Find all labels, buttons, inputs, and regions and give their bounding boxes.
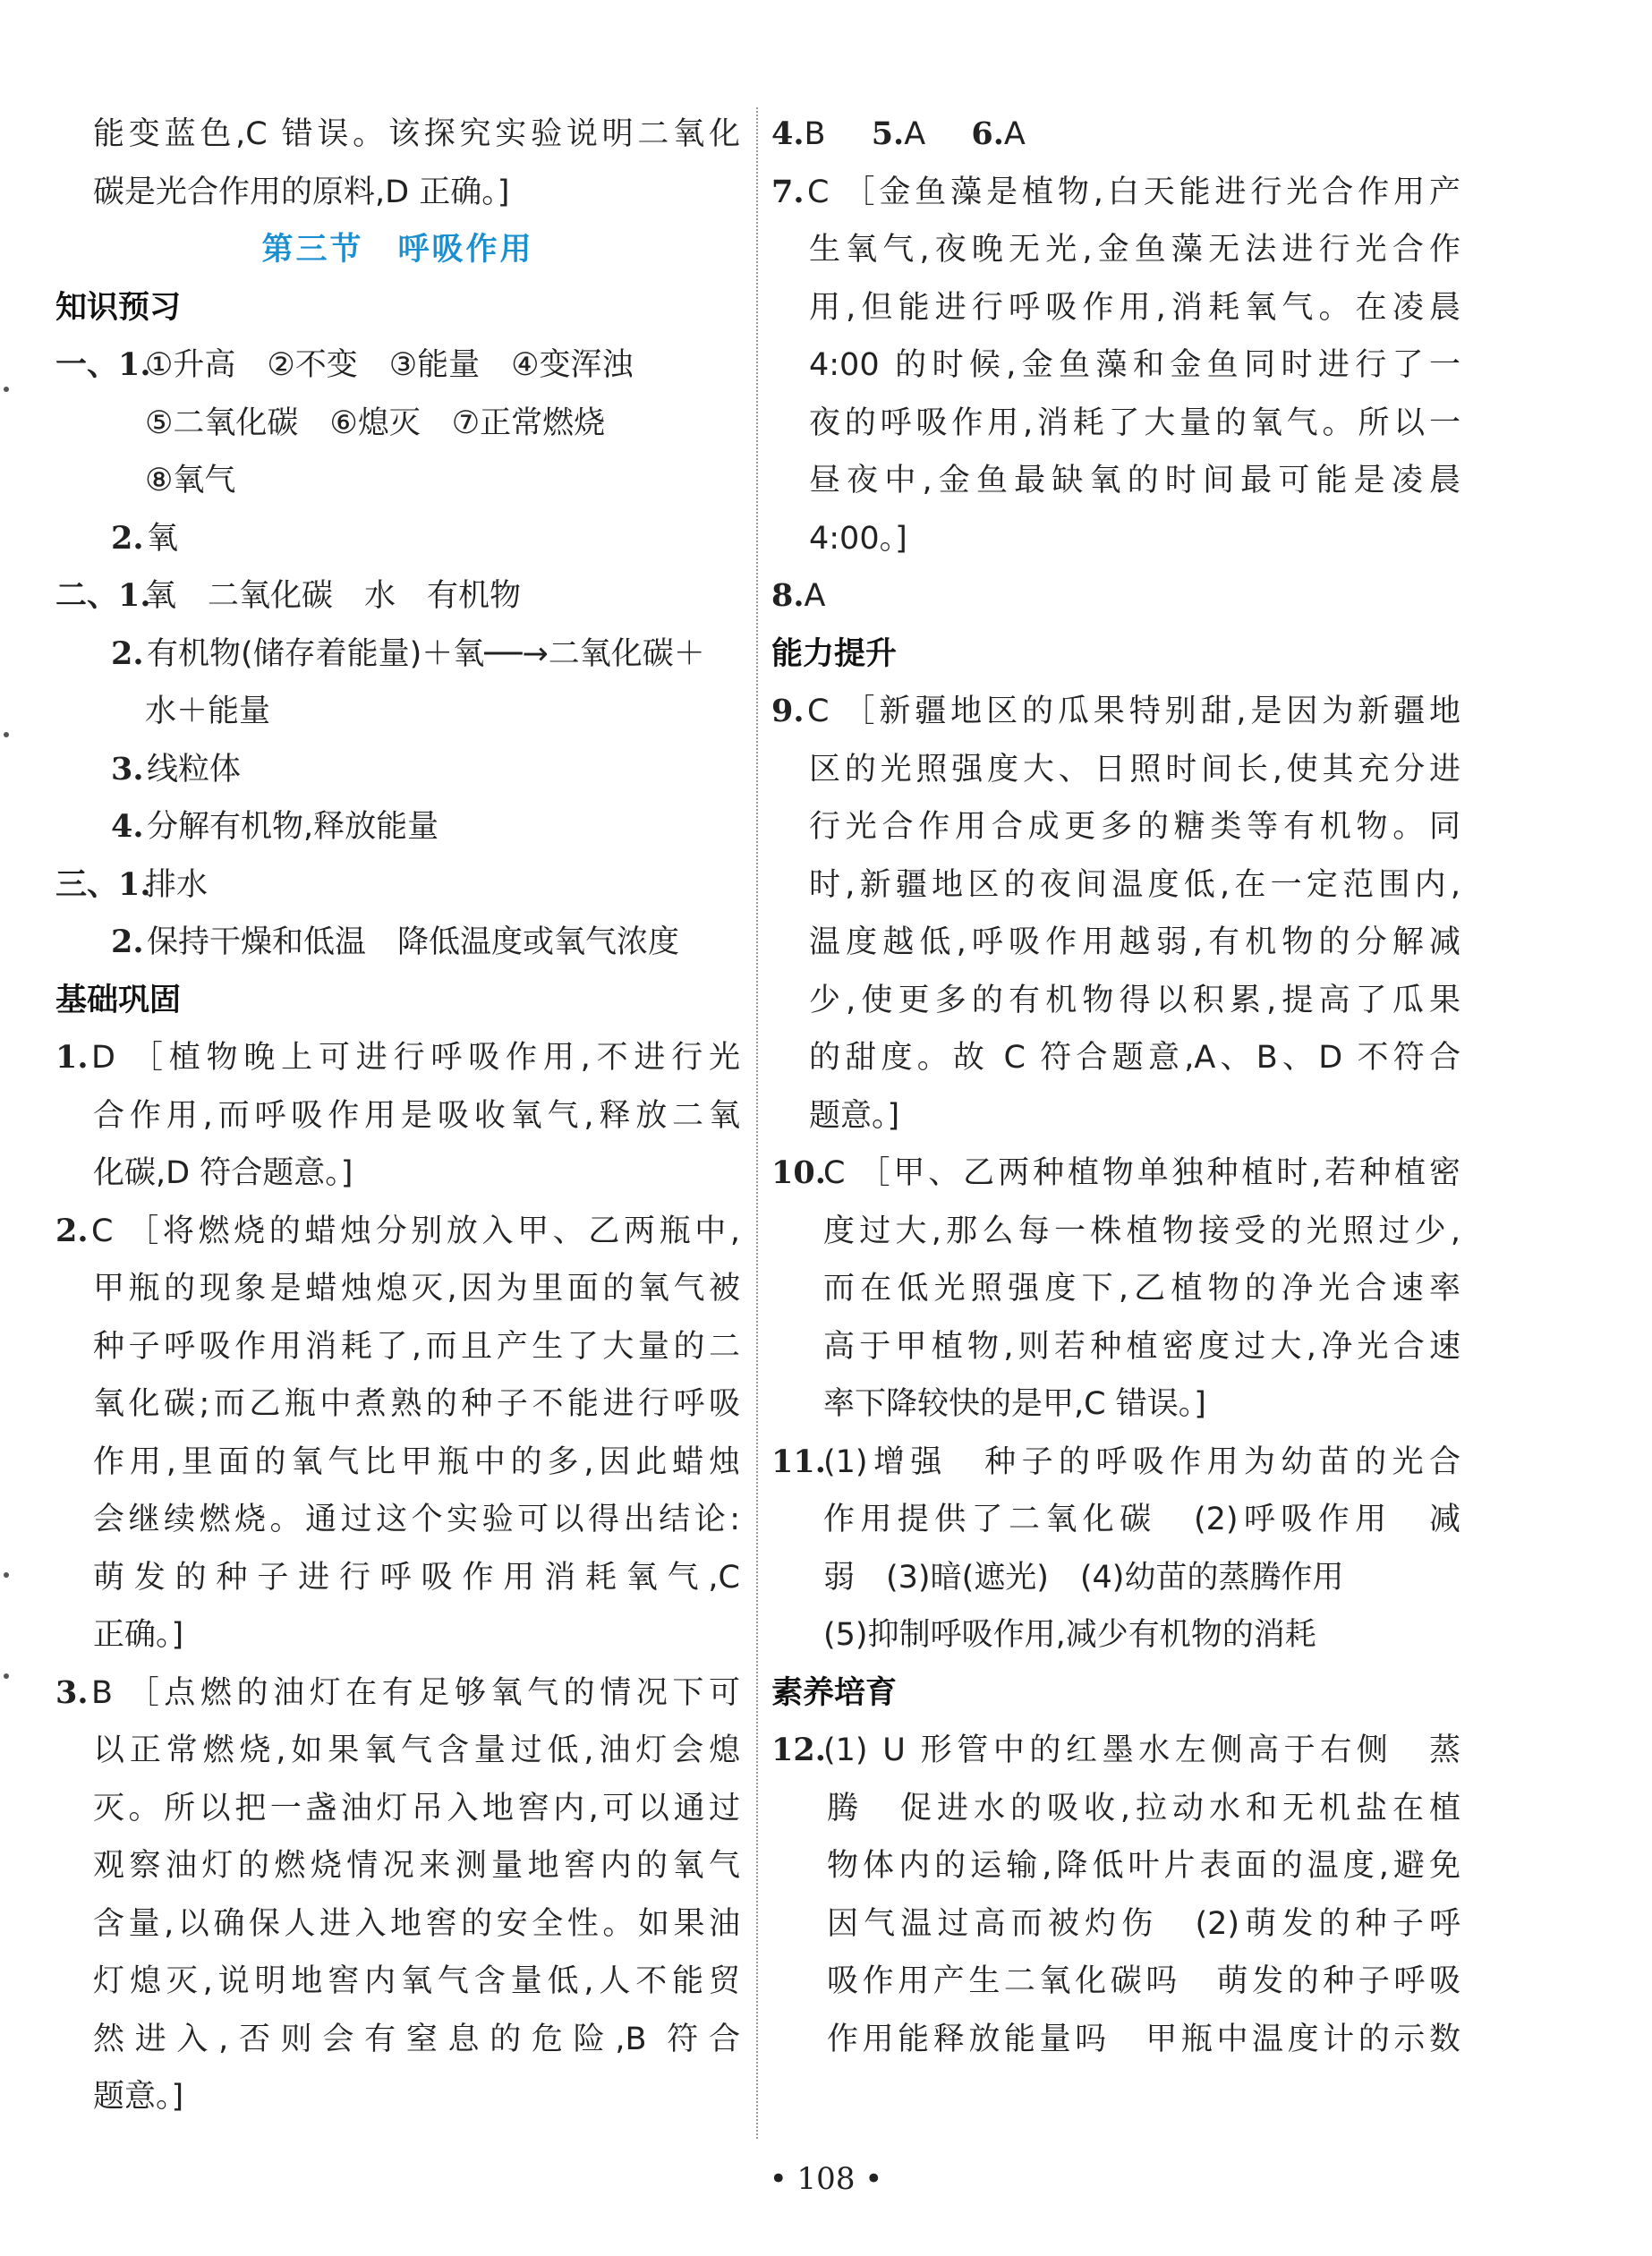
answer-line: 物体内的运输,降低叶片表面的温度,避免 <box>827 1848 1460 1884</box>
answer-line: 高于甲植物,则若种植密度过大,净光合速 <box>823 1328 1460 1365</box>
item-label: 1. <box>55 1039 89 1076</box>
item-label: 6. <box>971 115 1004 152</box>
answer-line <box>771 106 1460 164</box>
answer-line: 萌发的种子进行呼吸作用消耗氧气,C <box>93 1559 740 1596</box>
answer-text: (1)增强 种子的呼吸作用为幼苗的光合 <box>823 1443 1460 1480</box>
answer-line <box>55 856 740 915</box>
item-label: 5. <box>871 115 905 152</box>
answer-line <box>55 914 740 972</box>
literacy-heading: 素养培育 <box>771 1674 898 1711</box>
answer-line: 生氧气,夜晚无光,金鱼藻无法进行光合作 <box>809 232 1460 268</box>
answer-text: C ［新疆地区的瓜果特别甜,是因为新疆地 <box>807 694 1460 729</box>
answer-line <box>771 1722 1460 1780</box>
item-label: 10. <box>771 1154 826 1191</box>
answer-line <box>55 1029 740 1087</box>
knowledge-preview-heading: 知识预习 <box>55 289 182 326</box>
item-label: 9. <box>771 693 805 729</box>
margin-mark <box>4 1572 9 1578</box>
item-label: 4. <box>771 115 805 152</box>
answer-line: 时,新疆地区的夜间温度低,在一定范围内, <box>809 866 1460 903</box>
column-divider <box>756 107 758 2139</box>
answer-line <box>55 741 740 799</box>
page-number: • 108 • <box>769 2161 883 2197</box>
item-label: 三、1. <box>55 865 151 903</box>
answer-line: 作用,里面的氧气比甲瓶中的多,因此蜡烛 <box>93 1443 740 1480</box>
answer-line: 因气温过高而被灼伤 (2)萌发的种子呼 <box>827 1905 1460 1942</box>
right-column <box>771 106 1460 2068</box>
answer-line <box>55 798 740 856</box>
item-label: 一、1. <box>55 346 151 383</box>
answer-line: 会继续燃烧。通过这个实验可以得出结论: <box>93 1502 740 1537</box>
item-label: 二、1. <box>55 577 151 614</box>
item-label: 2. <box>111 924 144 960</box>
answer-line: (5)抑制呼吸作用,减少有机物的消耗 <box>823 1617 1316 1653</box>
answer-line: 率下降较快的是甲,C 错误。] <box>823 1386 1206 1422</box>
item-label: 7. <box>771 173 805 210</box>
item-label: 3. <box>111 750 144 787</box>
answer-line <box>771 164 1460 222</box>
answer-text: 氧 二氧化碳 水 有机物 <box>145 578 522 614</box>
answer-line <box>55 510 740 568</box>
answer-line: ⑧氧气 <box>145 463 236 498</box>
answer-text: A <box>804 578 826 614</box>
answer-text: (1) U 形管中的红墨水左侧高于右侧 蒸 <box>823 1732 1460 1768</box>
answer-line <box>55 567 740 626</box>
text-line: 能变蓝色,C 错误。该探究实验说明二氧化 <box>93 116 740 152</box>
answer-line <box>771 567 1460 626</box>
answer-text: A <box>904 116 926 152</box>
answer-line: 4:00。] <box>809 520 907 557</box>
answer-text: 线粒体 <box>147 751 242 787</box>
answer-line: 题意。] <box>809 1097 900 1134</box>
ability-heading: 能力提升 <box>771 635 898 672</box>
item-label: 12. <box>771 1732 826 1768</box>
item-label: 8. <box>771 577 805 614</box>
answer-text: B <box>804 116 826 152</box>
answer-line: 夜的呼吸作用,消耗了大量的氧气。所以一 <box>809 404 1460 441</box>
answer-line: 少,使更多的有机物得以积累,提高了瓜果 <box>809 982 1460 1018</box>
answer-line: 甲瓶的现象是蜡烛熄灭,因为里面的氧气被 <box>93 1271 740 1307</box>
item-label: 3. <box>55 1673 89 1711</box>
answer-line: 吸作用产生二氧化碳吗 萌发的种子呼吸 <box>827 1963 1460 1999</box>
answer-line <box>55 1203 740 1261</box>
answer-text: C ［甲、乙两种植物单独种植时,若种植密 <box>823 1155 1460 1191</box>
answer-line: 作用提供了二氧化碳 (2)呼吸作用 减 <box>823 1502 1460 1537</box>
answer-line: 正确。] <box>93 1617 184 1653</box>
answer-line <box>55 1664 740 1723</box>
answer-line: 而在低光照强度下,乙植物的净光合速率 <box>823 1271 1460 1307</box>
answer-line: 行光合作用合成更多的糖类等有机物。同 <box>809 809 1460 845</box>
answer-line <box>771 1145 1460 1203</box>
item-label: 11. <box>771 1443 826 1480</box>
answer-line: 的甜度。故 C 符合题意,A、B、D 不符合 <box>809 1040 1460 1076</box>
answer-line: 作用能释放能量吗 甲瓶中温度计的示数 <box>827 2021 1460 2057</box>
answer-text: 排水 <box>145 866 209 903</box>
answer-line: 灭。所以把一盏油灯吊入地窖内,可以通过 <box>93 1790 740 1826</box>
answer-text: 分解有机物,释放能量 <box>147 809 439 845</box>
answer-line: 腾 促进水的吸收,拉动水和无机盐在植 <box>827 1790 1460 1826</box>
basic-heading: 基础巩固 <box>55 982 182 1018</box>
answer-text: 保持干燥和低温 降低温度或氧气浓度 <box>147 924 680 960</box>
answer-line: ⑤二氧化碳 ⑥熄灭 ⑦正常燃烧 <box>145 404 606 441</box>
answer-line: 以正常燃烧,如果氧气含量过低,油灯会熄 <box>93 1732 740 1768</box>
answer-line: 灯熄灭,说明地窖内氧气含量低,人不能贸 <box>93 1963 740 1999</box>
answer-line: 弱 (3)暗(遮光) (4)幼苗的蒸腾作用 <box>823 1559 1344 1596</box>
answer-line: 种子呼吸作用消耗了,而且产生了大量的二 <box>93 1328 740 1365</box>
answer-text: 有机物(储存着能量)＋氧──→二氧化碳＋ <box>147 635 705 672</box>
answer-line: 然进入,否则会有窒息的危险,B 符合 <box>93 2021 740 2057</box>
answer-line: 度过大,那么每一株植物接受的光照过少, <box>823 1213 1460 1249</box>
answer-line: 用,但能进行呼吸作用,消耗氧气。在凌晨 <box>809 289 1460 326</box>
answer-line: 合作用,而呼吸作用是吸收氧气,释放二氧 <box>93 1097 740 1134</box>
item-label: 2. <box>111 634 144 672</box>
answer-text: B ［点燃的油灯在有足够氧气的情况下可 <box>91 1674 740 1711</box>
item-label: 2. <box>111 519 144 557</box>
answer-text: A <box>1003 116 1026 152</box>
text-line: 碳是光合作用的原料,D 正确。] <box>93 174 510 210</box>
answer-line: 水＋能量 <box>145 694 271 729</box>
answer-line: 温度越低,呼吸作用越弱,有机物的分解减 <box>809 924 1460 960</box>
left-column <box>55 106 740 2126</box>
answer-line <box>771 683 1460 741</box>
answer-text: D ［植物晚上可进行呼吸作用,不进行光 <box>91 1040 740 1076</box>
answer-line: 含量,以确保人进入地窖的安全性。如果油 <box>93 1905 740 1942</box>
answer-line <box>55 336 740 395</box>
answer-line: 4:00 的时候,金鱼藻和金鱼同时进行了一 <box>809 347 1460 383</box>
answer-line: 题意。] <box>93 2079 184 2115</box>
answer-text: 氧 <box>147 520 179 557</box>
section-title: 第三节 呼吸作用 <box>261 232 534 268</box>
margin-mark <box>4 1673 9 1679</box>
answer-line: 昼夜中,金鱼最缺氧的时间最可能是凌晨 <box>809 463 1460 498</box>
margin-mark <box>4 732 9 737</box>
margin-mark <box>4 387 9 392</box>
answer-line: 区的光照强度大、日照时间长,使其充分进 <box>809 751 1460 787</box>
answer-text: ①升高 ②不变 ③能量 ④变浑浊 <box>145 347 634 383</box>
answer-text: C ［将燃烧的蜡烛分别放入甲、乙两瓶中, <box>91 1213 740 1249</box>
answer-line <box>55 626 740 684</box>
answer-line: 氧化碳;而乙瓶中煮熟的种子不能进行呼吸 <box>93 1386 740 1422</box>
answer-line: 化碳,D 符合题意。] <box>93 1155 353 1191</box>
answer-line <box>771 1434 1460 1492</box>
item-label: 2. <box>55 1212 89 1249</box>
answer-text: C ［金鱼藻是植物,白天能进行光合作用产 <box>807 174 1460 210</box>
item-label: 4. <box>111 808 144 845</box>
answer-line: 观察油灯的燃烧情况来测量地窖内的氧气 <box>93 1848 740 1884</box>
